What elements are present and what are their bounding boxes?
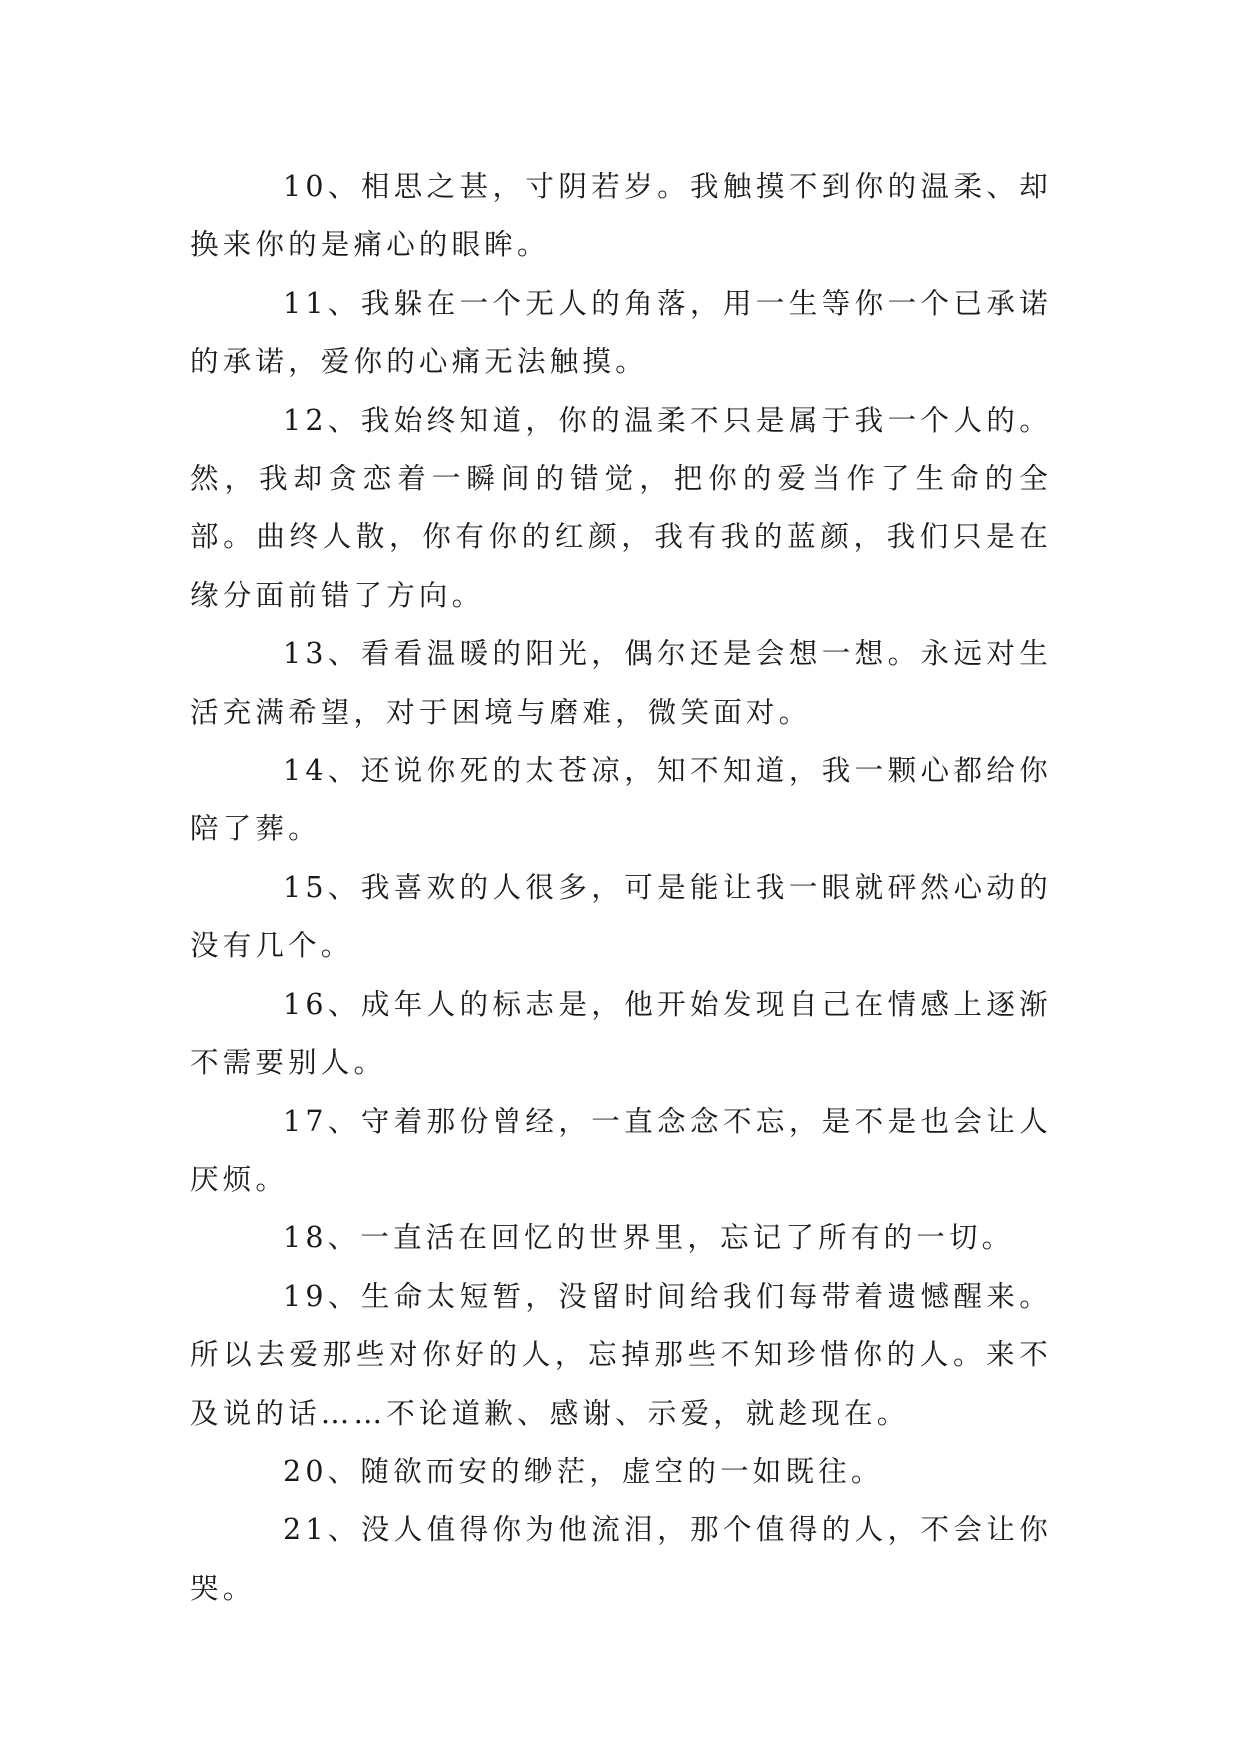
paragraph-17: 17、守着那份曾经，一直念念不忘，是不是也会让人厌烦。 [190,1104,1052,1196]
paragraph-12: 12、我始终知道，你的温柔不只是属于我一个人的。然，我却贪恋着一瞬间的错觉，把你的爱当作了生命的全部。曲终人散，你有你的红颜，我有我的蓝颜，我们只是在缘分面前错了方向。 [190,403,1052,612]
paragraph-18: 18、一直活在回忆的世界里，忘记了所有的一切。 [283,1221,1015,1255]
paragraph-15: 15、我喜欢的人很多，可是能让我一眼就砰然心动的没有几个。 [190,870,1052,963]
paragraph-10: 10、相思之甚，寸阴若岁。我触摸不到你的温柔、却换来你的是痛心的眼眸。 [190,170,1052,262]
paragraph-21: 21、没人值得你为他流泪，那个值得的人，不会让你哭。 [190,1513,1052,1605]
paragraph-20: 20、随欲而安的缈茫，虚空的一如既往。 [283,1454,884,1488]
paragraph-16: 16、成年人的标志是，他开始发现自己在情感上逐渐不需要别人。 [190,987,1052,1080]
paragraph-13: 13、看看温暖的阳光，偶尔还是会想一想。永远对生活充满希望，对于困境与磨难，微笑面对。 [190,637,1052,729]
paragraph-14: 14、还说你死的太苍凉，知不知道，我一颗心都给你陪了葬。 [190,754,1052,846]
paragraph-19: 19、生命太短暂，没留时间给我们每带着遗憾醒来。所以去爱那些对你好的人，忘掉那些不知珍惜你的人。来不及说的话……不论道歉、感谢、示爱，就趁现在。 [190,1279,1052,1430]
document-body [190,158,1052,1618]
paragraph-11: 11、我躲在一个无人的角落，用一生等你一个已承诺的承诺，爱你的心痛无法触摸。 [190,286,1052,379]
